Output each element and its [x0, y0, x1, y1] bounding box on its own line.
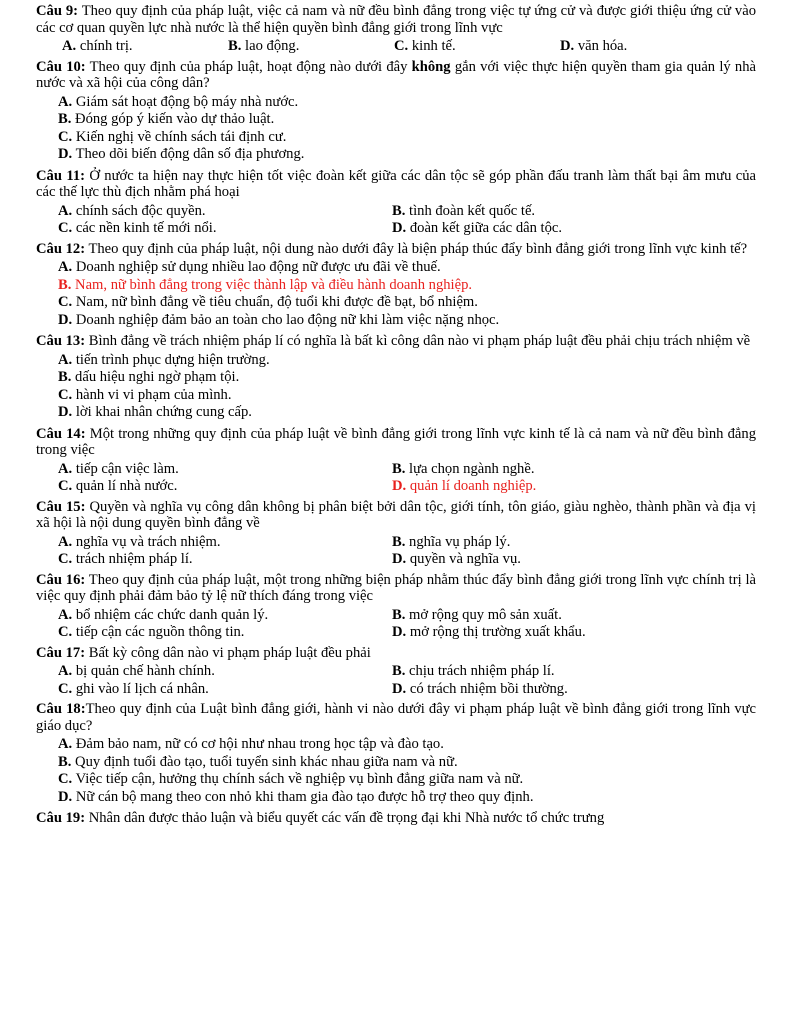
- question-number: Câu 17:: [36, 644, 86, 661]
- question-stem: [36, 333, 756, 350]
- option-d[interactable]: D. Theo dõi biến động dân số địa phương.: [58, 146, 305, 162]
- option-d[interactable]: D. có trách nhiệm bồi thường.: [392, 680, 568, 697]
- question-12: [36, 241, 756, 329]
- option-b[interactable]: B. dấu hiệu nghi ngờ phạm tội.: [58, 369, 240, 385]
- question-number: Câu 16:: [36, 571, 86, 588]
- options: [36, 607, 756, 641]
- question-15: [36, 499, 756, 568]
- question-9: [36, 3, 756, 55]
- options: [36, 663, 756, 697]
- option-d[interactable]: D. mở rộng thị trường xuất khẩu.: [392, 624, 586, 640]
- question-number: Câu 9:: [36, 3, 79, 19]
- option-d[interactable]: D. lời khai nhân chứng cung cấp.: [58, 404, 252, 420]
- option-b[interactable]: B. Quy định tuổi đào tạo, tuổi tuyển sinh khác nhau giữa nam và nữ.: [58, 753, 458, 770]
- question-stem: [36, 168, 756, 201]
- question-text: Bình đẳng về trách nhiệm pháp lí có nghĩa là bất kì công dân nào vi phạm pháp luật đều phải chịu trách nhiệm về: [85, 333, 751, 349]
- option-c[interactable]: C. quản lí nhà nước.: [58, 478, 178, 494]
- option-a[interactable]: A. Doanh nghiệp sử dụng nhiều lao động nữ được ưu đãi về thuế.: [58, 259, 441, 275]
- option-a[interactable]: A. tiến trình phục dựng hiện trường.: [58, 351, 270, 368]
- option-d[interactable]: D. đoàn kết giữa các dân tộc.: [392, 220, 563, 236]
- question-text: Một trong những quy định của pháp luật về bình đẳng giới trong lĩnh vực kinh tế là cả nam và nữ đều bình đẳng trong việc: [36, 425, 757, 458]
- question-number: Câu 15:: [36, 498, 86, 515]
- question-11: [36, 168, 756, 237]
- question-text: Theo quy định của pháp luật, hoạt động nào dưới đây: [85, 58, 412, 75]
- question-14: [36, 426, 756, 495]
- option-d-highlighted[interactable]: D. quản lí doanh nghiệp.: [392, 478, 537, 494]
- question-stem: [36, 241, 756, 258]
- question-18: [36, 701, 756, 805]
- option-b[interactable]: B. mở rộng quy mô sản xuất.: [392, 606, 562, 623]
- options: [36, 461, 756, 495]
- options: [36, 38, 756, 55]
- option-c[interactable]: C. Nam, nữ bình đẳng về tiêu chuẩn, độ tuổi khi được đề bạt, bổ nhiệm.: [58, 294, 478, 310]
- question-stem: [36, 499, 756, 532]
- options: [36, 736, 756, 805]
- question-stem: [36, 426, 756, 459]
- question-stem: [36, 572, 756, 605]
- question-number: Câu 11:: [36, 167, 85, 184]
- question-number: Câu 10:: [36, 58, 86, 75]
- option-a[interactable]: A. Giám sát hoạt động bộ máy nhà nước.: [58, 93, 299, 110]
- options: [36, 534, 756, 568]
- option-c[interactable]: C. các nền kinh tế mới nổi.: [58, 220, 217, 236]
- options: [36, 94, 756, 163]
- question-number: Câu 14:: [36, 425, 86, 442]
- question-text: Theo quy định của Luật bình đẳng giới, hành vi nào dưới đây vi phạm pháp luật về bình đẳng giới trong lĩnh vực giáo dục?: [36, 701, 756, 734]
- question-stem: [36, 701, 756, 734]
- option-a[interactable]: A. chính sách độc quyền.: [58, 202, 206, 219]
- question-17: [36, 645, 756, 698]
- option-a[interactable]: A. chính trị.: [62, 38, 133, 54]
- question-number: Câu 19:: [36, 810, 86, 826]
- option-c[interactable]: C. kinh tế.: [394, 38, 456, 54]
- option-b[interactable]: B. tình đoàn kết quốc tế.: [392, 202, 536, 219]
- question-number: Câu 12:: [36, 240, 86, 257]
- question-13: [36, 333, 756, 421]
- question-text: Theo quy định của pháp luật, việc cả nam và nữ đều bình đẳng trong việc tự ứng cử và được giới thiệu ứng cử vào các cơ quan quyền lực nhà nước là thể hiện quyền bình đẳng giới trong lĩnh vực: [36, 3, 756, 36]
- options: [36, 352, 756, 421]
- question-stem: [36, 810, 756, 827]
- option-c[interactable]: C. tiếp cận các nguồn thông tin.: [58, 624, 245, 640]
- option-b[interactable]: B. Đóng góp ý kiến vào dự thảo luật.: [58, 111, 275, 127]
- question-number: Câu 13:: [36, 333, 86, 349]
- question-10: [36, 59, 756, 163]
- question-stem: [36, 59, 756, 92]
- question-text: Theo quy định của pháp luật, nội dung nào dưới đây là biện pháp thúc đẩy bình đẳng giới trong lĩnh vực kinh tế?: [85, 240, 748, 257]
- question-stem: [36, 645, 756, 662]
- option-a[interactable]: A. nghĩa vụ và trách nhiệm.: [58, 533, 221, 550]
- option-c[interactable]: C. ghi vào lí lịch cá nhân.: [58, 680, 209, 697]
- question-19: [36, 810, 756, 827]
- option-a[interactable]: A. tiếp cận việc làm.: [58, 460, 179, 477]
- emphasis-negation: không: [411, 58, 451, 75]
- exam-page: [36, 3, 756, 827]
- option-d[interactable]: D. Nữ cán bộ mang theo con nhỏ khi tham gia đào tạo được hỗ trợ theo quy định.: [58, 788, 534, 805]
- question-16: [36, 572, 756, 641]
- question-text: Quyền và nghĩa vụ công dân không bị phân biệt bởi dân tộc, giới tính, tôn giáo, giàu nghèo, thành phần và địa vị xã hội là nội dung quyền bình đẳng về: [36, 498, 756, 531]
- question-stem: [36, 3, 756, 36]
- question-text-cont: gắn với việc thực hiện quyền tham gia quản lý nhà nước và xã hội của công dân?: [36, 58, 756, 91]
- option-b[interactable]: B. lựa chọn ngành nghề.: [392, 460, 535, 477]
- options: [36, 203, 756, 237]
- question-number: Câu 18:: [36, 701, 86, 717]
- option-d[interactable]: D. Doanh nghiệp đảm bảo an toàn cho lao động nữ khi làm việc nặng nhọc.: [58, 311, 500, 328]
- options: [36, 259, 756, 328]
- option-a[interactable]: A. bổ nhiệm các chức danh quản lý.: [58, 606, 269, 623]
- option-d[interactable]: D. văn hóa.: [560, 38, 628, 54]
- option-b-highlighted[interactable]: B. Nam, nữ bình đẳng trong việc thành lập và điều hành doanh nghiệp.: [58, 276, 473, 293]
- question-text: Ở nước ta hiện nay thực hiện tốt việc đoàn kết giữa các dân tộc sẽ góp phần đấu tranh làm thất bại âm mưu của các thế lực thù địch nhằm phá hoại: [36, 167, 756, 200]
- option-b[interactable]: B. nghĩa vụ pháp lý.: [392, 533, 511, 550]
- option-c[interactable]: C. trách nhiệm pháp lí.: [58, 551, 193, 567]
- option-a[interactable]: A. bị quản chế hành chính.: [58, 663, 215, 679]
- option-b[interactable]: B. lao động.: [228, 38, 300, 54]
- option-c[interactable]: C. Kiến nghị về chính sách tái định cư.: [58, 128, 287, 145]
- option-c[interactable]: C. Việc tiếp cận, hưởng thụ chính sách về nghiệp vụ bình đẳng giữa nam và nữ.: [58, 771, 524, 787]
- question-text: Bất kỳ công dân nào vi phạm pháp luật đều phải: [85, 644, 371, 661]
- option-b[interactable]: B. chịu trách nhiệm pháp lí.: [392, 663, 555, 679]
- option-d[interactable]: D. quyền và nghĩa vụ.: [392, 551, 521, 567]
- option-a[interactable]: A. Đảm bảo nam, nữ có cơ hội như nhau trong học tập và đào tạo.: [58, 736, 444, 752]
- option-c[interactable]: C. hành vi vi phạm của mình.: [58, 386, 232, 403]
- question-text: Theo quy định của pháp luật, một trong những biện pháp nhằm thúc đẩy bình đẳng giới trong lĩnh vực chính trị là việc quy định phải đảm bảo tỷ lệ nữ thích đáng trong việc: [36, 571, 756, 604]
- question-text: Nhân dân được thảo luận và biểu quyết các vấn đề trọng đại khi Nhà nước tổ chức trưng: [85, 810, 605, 826]
